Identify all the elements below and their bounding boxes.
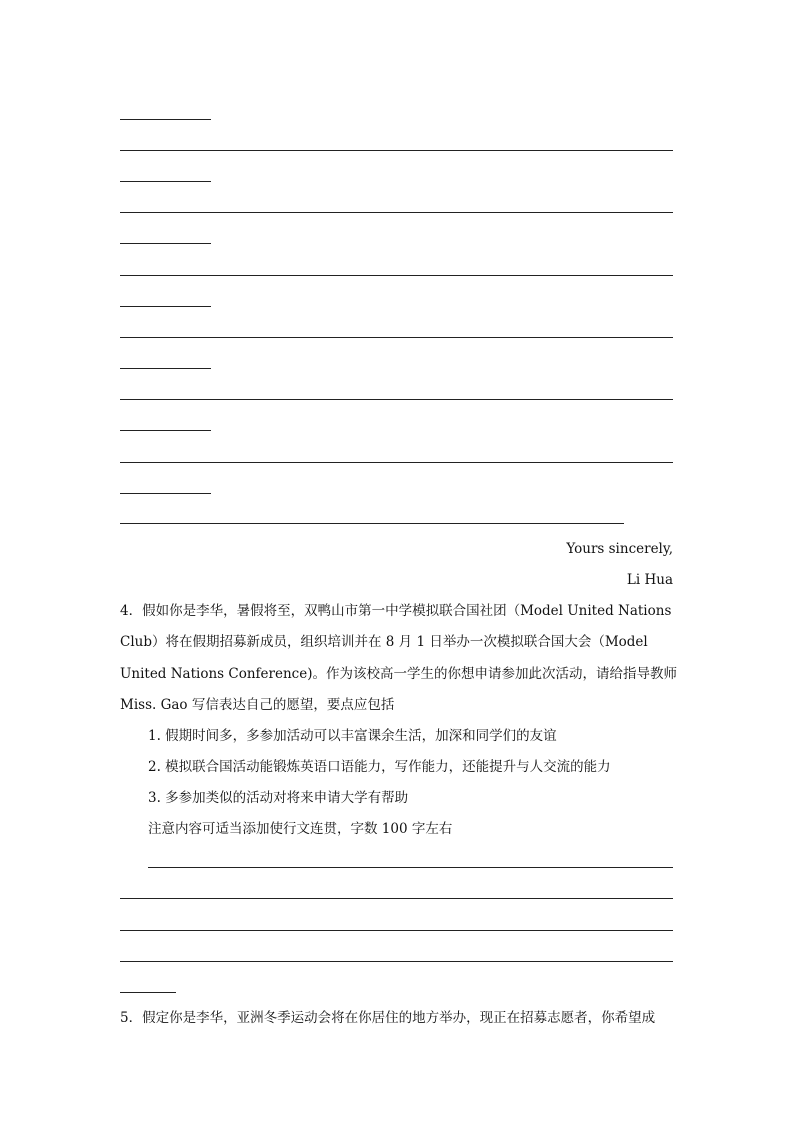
question5-line-1-text: 假定你是李华，亚洲冬季运动会将在你居住的地方举办，现正在招募志愿者，你希望成: [142, 1010, 656, 1026]
question5-line-1: [120, 1010, 655, 1026]
question4-line-4: Miss. Gao 写信表达自己的愿望，要点应包括: [120, 697, 395, 713]
question4-number: 4．: [120, 603, 143, 619]
answer-line[interactable]: [120, 961, 673, 962]
question5-number: 5．: [120, 1010, 143, 1026]
question4-point-2: 2. 模拟联合国活动能锻炼英语口语能力，写作能力，还能提升与人交流的能力: [148, 759, 611, 775]
question4-line-1: [120, 603, 671, 619]
answer-line[interactable]: [120, 150, 673, 151]
short-answer-line[interactable]: [120, 430, 211, 431]
question4-line-3: United Nations Conference)。作为该校高一学生的你想申请参加此次活动，请给指导教师: [120, 666, 677, 682]
answer-line[interactable]: [120, 275, 673, 276]
answer-line[interactable]: [120, 523, 624, 524]
answer-line[interactable]: [120, 898, 673, 899]
answer-line[interactable]: [120, 399, 673, 400]
question4-point-3: 3. 多参加类似的活动对将来申请大学有帮助: [148, 790, 409, 806]
closing-name: Li Hua: [626, 572, 673, 588]
short-answer-line[interactable]: [120, 493, 211, 494]
answer-line[interactable]: [120, 212, 673, 213]
question4-line-1-text: 假如你是李华，暑假将至，双鸭山市第一中学模拟联合国社团（Model United Nations: [142, 603, 672, 619]
short-answer-line[interactable]: [120, 992, 176, 993]
answer-line[interactable]: [120, 930, 673, 931]
question4-note: 注意内容可适当添加使行文连贯，字数 100 字左右: [148, 821, 453, 837]
question4-line-2: Club）将在假期招募新成员，组织培训并在 8 月 1 日举办一次模拟联合国大会（Model: [120, 634, 648, 650]
short-answer-line[interactable]: [120, 368, 211, 369]
answer-line[interactable]: [148, 867, 673, 868]
question4-point-1: 1. 假期时间多，多参加活动可以丰富课余生活，加深和同学们的友谊: [148, 728, 557, 744]
closing-sign-off: Yours sincerely,: [566, 541, 673, 557]
short-answer-line[interactable]: [120, 243, 211, 244]
answer-line[interactable]: [120, 462, 673, 463]
short-answer-line[interactable]: [120, 119, 211, 120]
short-answer-line[interactable]: [120, 181, 211, 182]
short-answer-line[interactable]: [120, 306, 211, 307]
answer-line[interactable]: [120, 337, 673, 338]
